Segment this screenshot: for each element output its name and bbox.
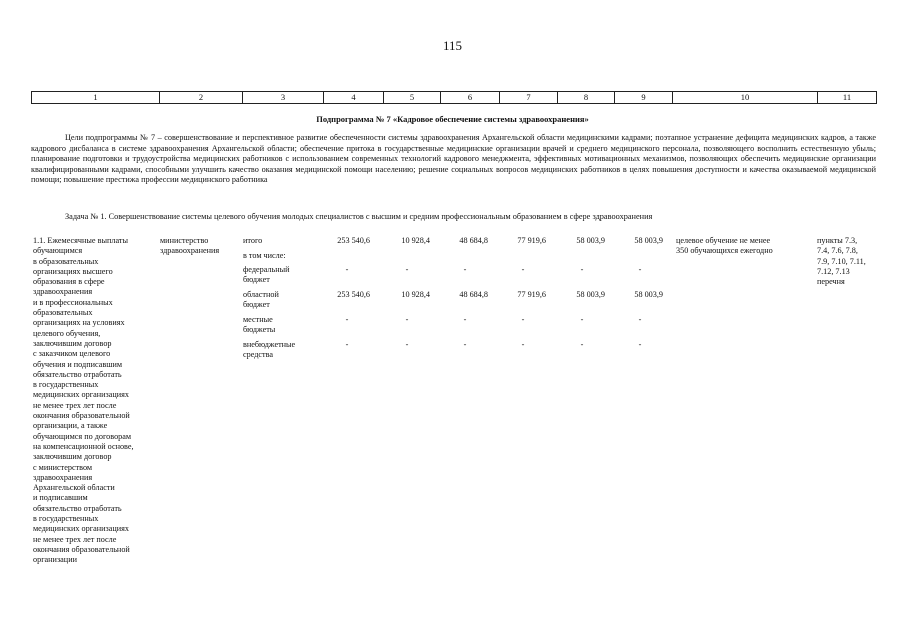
measure-name-line: окончания образовательной: [33, 411, 130, 421]
funding-value: -: [463, 340, 467, 349]
measure-name-line: организации: [33, 555, 77, 565]
measure-name-line: окончания образовательной: [33, 544, 130, 554]
column-number-4: 4: [324, 92, 384, 104]
funding-source: [243, 251, 325, 261]
measure-name-line: и подписавшим: [33, 493, 88, 503]
expected-result: [676, 236, 816, 257]
column-number-11: 11: [818, 92, 877, 104]
indicator-link-line: 7.4, 7.6, 7.8,: [817, 246, 858, 256]
measure-name-line: не менее трех лет после: [33, 400, 117, 410]
column-number-5: 5: [384, 92, 441, 104]
measure-name-line: целевого обучения,: [33, 328, 101, 338]
funding-value: -: [463, 315, 467, 324]
indicator-link-line: 7.9, 7.10, 7.11,: [817, 256, 866, 266]
measure-name: [33, 236, 158, 566]
measure-name-line: организации, а также: [33, 421, 108, 431]
funding-value: 10 928,4: [401, 290, 430, 299]
funding-source-line: местные: [243, 315, 273, 324]
funding-value: 58 003,9: [634, 236, 663, 245]
funding-value: -: [345, 315, 349, 324]
measure-name-line: заключившим договор: [33, 452, 112, 462]
indicator-link-line: пункты 7.3,: [817, 236, 858, 245]
funding-value: 58 003,9: [634, 290, 663, 299]
funding-value: -: [580, 340, 584, 349]
funding-value: 58 003,9: [576, 236, 605, 245]
measure-name-line: в образовательных: [33, 256, 99, 266]
measure-name-line: Архангельской области: [33, 483, 115, 493]
column-number-8: 8: [558, 92, 615, 104]
executor-line: здравоохранения: [160, 246, 220, 256]
funding-value: -: [638, 315, 642, 324]
measure-name-line: обучающимся: [33, 246, 83, 256]
measure-name-line: не менее трех лет после: [33, 534, 117, 544]
executor: [160, 236, 240, 257]
funding-source: [243, 236, 325, 246]
funding-value: 48 684,8: [459, 290, 488, 299]
measure-name-line: образовательных: [33, 308, 93, 318]
funding-value: -: [521, 340, 525, 349]
measure-name-line: на компенсационной основе,: [33, 441, 134, 451]
measure-name-line: в государственных: [33, 380, 99, 390]
funding-value: -: [638, 265, 642, 274]
indicator-link-line: перечня: [817, 277, 845, 287]
funding-value: 77 919,6: [517, 236, 546, 245]
measure-name-line: образования в сфере: [33, 277, 105, 287]
measure-name-line: обучения и подписавшим: [33, 359, 123, 369]
funding-value: -: [405, 340, 409, 349]
expected-result-line: целевое обучение не менее: [676, 236, 771, 245]
funding-source-line: средства: [243, 350, 274, 360]
funding-source-line: в том числе:: [243, 251, 286, 260]
measure-name-line: медицинских организациях: [33, 390, 129, 400]
funding-value: -: [580, 315, 584, 324]
funding-value: -: [405, 265, 409, 274]
indicator-link: [817, 236, 879, 287]
measure-name-line: в государственных: [33, 514, 99, 524]
expected-result-line: 350 обучающихся ежегодно: [676, 246, 773, 256]
column-number-2: 2: [160, 92, 243, 104]
funding-value: 48 684,8: [459, 236, 488, 245]
measure-name-line: здравоохранения: [33, 472, 93, 482]
funding-source-line: итого: [243, 236, 263, 245]
subprogram-goals-paragraph: Цели подпрограммы № 7 – совершенствование и перспективное развитие обеспеченности системы здравоохранения Архангельской области медицинскими кадрами; поэтапное устранение дефицита медицинских кадров, а также кадрового дисбаланса в системе здравоохранения Архангельской области; обеспечение притока в государственные медицинские организации врачей и среднего медицинского персонала, позволяющего восполнить естественную убыль; планирование подготовки и трудоустройства медицинских работников с использованием современных технологий кадрового менеджмента, эффективных мотивационных механизмов, позволяющих обеспечить медицинские организации квалифицированными кадрами, способными улучшить качество оказания медицинской помощи населению; решение социальных вопросов медицинских работников в целях повышения доступности и качества оказываемой медицинской помощи; повышение престижа профессии медицинского работника: [31, 133, 876, 185]
measure-name-line: с заказчиком целевого: [33, 349, 111, 359]
column-number-7: 7: [500, 92, 558, 104]
measure-name-line: здравоохранения: [33, 287, 93, 297]
funding-source-line: федеральный: [243, 265, 290, 274]
measure-name-line: медицинских организациях: [33, 524, 129, 534]
funding-source-line: бюджеты: [243, 325, 276, 335]
measure-name-line: организациях высшего: [33, 266, 113, 276]
measure-name-line: заключившим договор: [33, 338, 112, 348]
subprogram-title: Подпрограмма № 7 «Кадровое обеспечение системы здравоохранения»: [316, 114, 589, 124]
funding-value: 253 540,6: [337, 290, 370, 299]
funding-value: -: [405, 315, 409, 324]
funding-value: 77 919,6: [517, 290, 546, 299]
funding-value: 10 928,4: [401, 236, 430, 245]
page-number: 115: [442, 38, 463, 53]
indicator-link-line: 7.12, 7.13: [817, 266, 850, 276]
column-number-header: [31, 91, 877, 104]
column-number-3: 3: [243, 92, 324, 104]
column-number-6: 6: [441, 92, 500, 104]
funding-value: -: [638, 340, 642, 349]
measure-name-line: и в профессиональных: [33, 297, 113, 307]
funding-source: [243, 290, 325, 311]
funding-value: -: [463, 265, 467, 274]
column-number-9: 9: [615, 92, 673, 104]
funding-value: -: [521, 265, 525, 274]
funding-value: -: [580, 265, 584, 274]
funding-source-line: бюджет: [243, 300, 270, 310]
measure-name-line: с министерством: [33, 462, 93, 472]
column-number-1: 1: [32, 92, 160, 104]
task-title: Задача № 1. Совершенствование системы целевого обучения молодых специалистов с высшим и средним профессиональным образованием в сфере здравоохранения: [65, 212, 653, 221]
funding-source-line: внебюджетные: [243, 340, 296, 349]
funding-source: [243, 340, 325, 361]
funding-value: 58 003,9: [576, 290, 605, 299]
measure-name-line: 1.1. Ежемесячные выплаты: [33, 236, 128, 245]
funding-source: [243, 265, 325, 286]
executor-line: министерство: [160, 236, 209, 245]
measure-name-line: обязательство отработать: [33, 503, 122, 513]
funding-source-line: областной: [243, 290, 279, 299]
measure-name-line: обучающимся по договорам: [33, 431, 132, 441]
funding-value: 253 540,6: [337, 236, 370, 245]
funding-value: -: [345, 340, 349, 349]
measure-name-line: обязательство отработать: [33, 369, 122, 379]
funding-value: -: [345, 265, 349, 274]
funding-value: -: [521, 315, 525, 324]
column-number-10: 10: [673, 92, 818, 104]
measure-name-line: организациях на условиях: [33, 318, 125, 328]
funding-source-line: бюджет: [243, 275, 270, 285]
funding-source: [243, 315, 325, 336]
